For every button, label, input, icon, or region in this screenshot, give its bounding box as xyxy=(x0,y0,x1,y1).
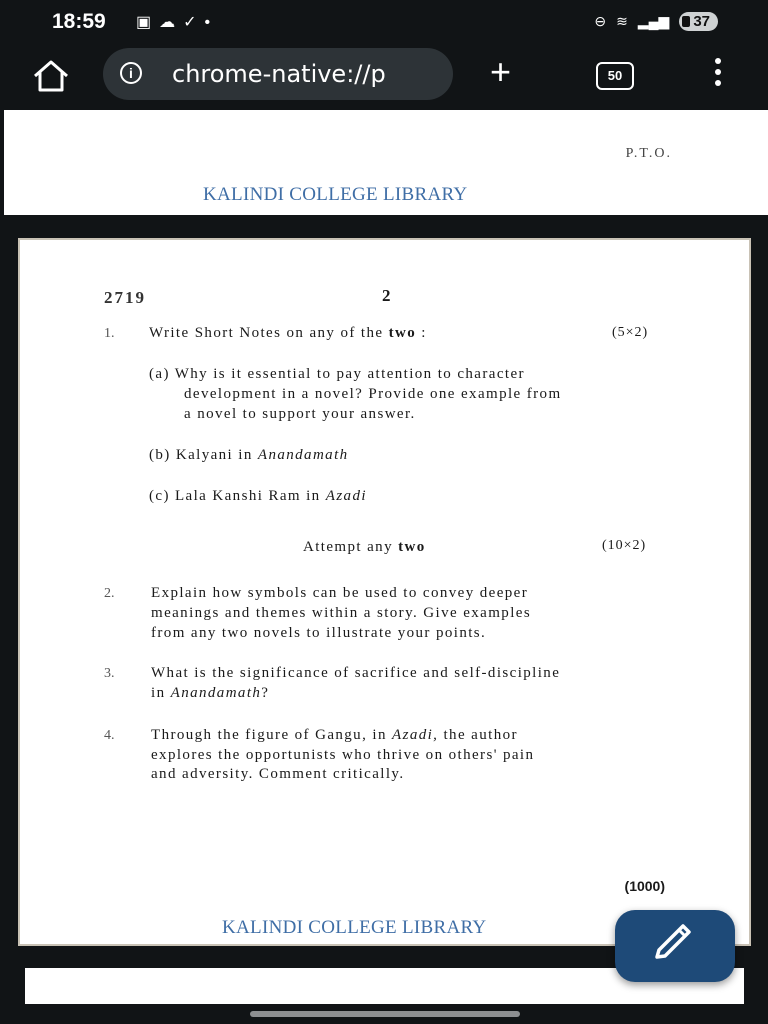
status-left-icons xyxy=(136,12,218,32)
browser-toolbar xyxy=(0,44,768,108)
q3-line2: in Anandamath? xyxy=(151,685,270,701)
q2-number: 2. xyxy=(104,586,115,601)
wifi-icon: ≋ xyxy=(616,13,628,29)
home-icon[interactable] xyxy=(30,58,72,94)
screenshot-icon: ▣ xyxy=(136,14,160,31)
q4-number: 4. xyxy=(104,728,115,743)
section-heading: Attempt any two xyxy=(303,539,426,555)
library-stamp: KALINDI COLLEGE LIBRARY xyxy=(222,917,487,938)
status-bar xyxy=(0,0,768,44)
paper-code: 2719 xyxy=(104,288,146,307)
q1-text: Write Short Notes on any of the two : xyxy=(149,325,427,341)
section-marks: (10×2) xyxy=(602,538,647,553)
pdf-page-previous xyxy=(4,110,768,215)
gesture-nav-bar[interactable] xyxy=(250,1011,520,1017)
q2-line1: Explain how symbols can be used to convey deeper xyxy=(151,585,529,601)
download-check-icon: ✓ xyxy=(183,14,205,31)
q4-line3: and adversity. Comment critically. xyxy=(151,766,405,782)
status-time: 18:59 xyxy=(52,10,106,33)
signal-icon: ▂▄▆ xyxy=(637,13,670,29)
dnd-icon: ⊖ xyxy=(594,13,607,29)
site-info-icon[interactable]: i xyxy=(120,62,142,84)
q1a-line3: a novel to support your answer. xyxy=(184,406,416,422)
url-text[interactable]: chrome-native://p xyxy=(172,60,386,88)
q3-number: 3. xyxy=(104,666,115,681)
more-menu-icon[interactable] xyxy=(710,58,726,88)
q1-number: 1. xyxy=(104,326,115,341)
q2-line3: from any two novels to illustrate your points. xyxy=(151,625,487,641)
q4-line2: explores the opportunists who thrive on others' pain xyxy=(151,747,535,763)
pto-text: P.T.O. xyxy=(625,146,672,161)
edit-fab-button[interactable] xyxy=(615,910,735,982)
status-right-icons xyxy=(594,12,718,31)
dot-icon: • xyxy=(204,14,219,31)
tab-switcher-button[interactable]: 50 xyxy=(596,62,634,90)
q1-marks: (5×2) xyxy=(612,325,649,340)
battery-icon xyxy=(679,12,718,31)
q3-line1: What is the significance of sacrifice and self-discipline xyxy=(151,665,561,681)
q1a-line2: development in a novel? Provide one example from xyxy=(184,386,562,402)
cloud-icon: ☁ xyxy=(159,14,184,31)
page-number: 2 xyxy=(382,286,391,305)
new-tab-icon[interactable]: + xyxy=(490,51,512,92)
url-bar[interactable] xyxy=(103,48,453,100)
footer-code: (1000) xyxy=(624,878,665,894)
q1a-line1: (a) Why is it essential to pay attention to character xyxy=(149,366,525,382)
battery-level: 37 xyxy=(693,13,710,30)
q2-line2: meanings and themes within a story. Give examples xyxy=(151,605,532,621)
pdf-page-main xyxy=(18,238,751,946)
q1c-text: (c) Lala Kanshi Ram in Azadi xyxy=(149,488,367,504)
pencil-icon xyxy=(615,910,735,982)
q1b-text: (b) Kalyani in Anandamath xyxy=(149,447,349,463)
library-stamp: KALINDI COLLEGE LIBRARY xyxy=(203,184,468,205)
q4-line1: Through the figure of Gangu, in Azadi, the author xyxy=(151,727,518,743)
